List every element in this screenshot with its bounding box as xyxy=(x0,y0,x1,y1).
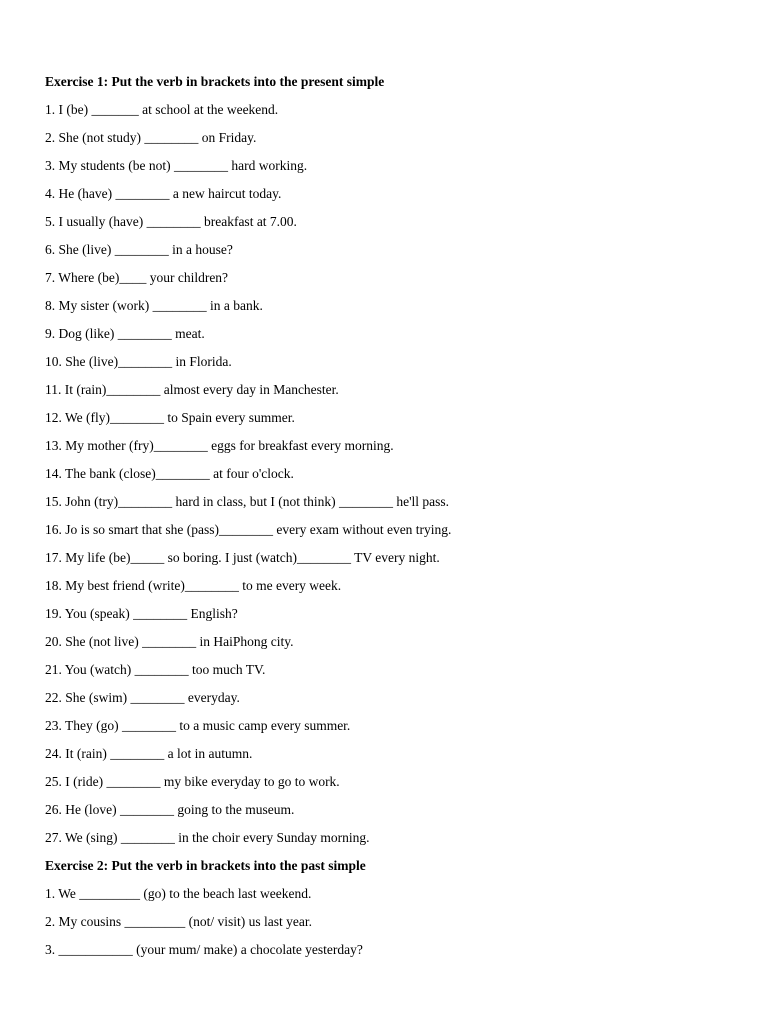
exercise-1-item: 4. He (have) ________ a new haircut today. xyxy=(45,186,282,201)
exercise-1 xyxy=(45,72,745,856)
exercise-2-item: 2. My cousins _________ (not/ visit) us last year. xyxy=(45,914,312,929)
exercise-1-item: 21. You (watch) ________ too much TV. xyxy=(45,662,266,677)
worksheet-page xyxy=(45,72,745,968)
exercise-1-item: 15. John (try)________ hard in class, but I (not think) ________ he'll pass. xyxy=(45,494,450,509)
exercise-1-item: 1. I (be) _______ at school at the weekend. xyxy=(45,102,279,117)
exercise-1-item: 3. My students (be not) ________ hard working. xyxy=(45,158,308,173)
exercise-1-item: 18. My best friend (write)________ to me every week. xyxy=(45,578,342,593)
exercise-2-item: 1. We _________ (go) to the beach last weekend. xyxy=(45,886,312,901)
exercise-1-item: 22. She (swim) ________ everyday. xyxy=(45,690,240,705)
exercise-1-item: 2. She (not study) ________ on Friday. xyxy=(45,130,257,145)
exercise-1-list xyxy=(45,100,745,856)
exercise-1-item: 24. It (rain) ________ a lot in autumn. xyxy=(45,746,253,761)
exercise-1-item: 12. We (fly)________ to Spain every summer. xyxy=(45,410,295,425)
exercise-1-item: 10. She (live)________ in Florida. xyxy=(45,354,232,369)
exercise-1-item: 27. We (sing) ________ in the choir every Sunday morning. xyxy=(45,830,370,845)
exercise-1-item: 19. You (speak) ________ English? xyxy=(45,606,238,621)
exercise-1-item: 7. Where (be)____ your children? xyxy=(45,270,229,285)
exercise-2 xyxy=(45,856,745,968)
exercise-1-heading: Exercise 1: Put the verb in brackets into the present simple xyxy=(45,74,385,89)
exercise-1-item: 9. Dog (like) ________ meat. xyxy=(45,326,205,341)
exercise-1-item: 25. I (ride) ________ my bike everyday to go to work. xyxy=(45,774,340,789)
exercise-1-item: 8. My sister (work) ________ in a bank. xyxy=(45,298,263,313)
exercise-1-item: 5. I usually (have) ________ breakfast at 7.00. xyxy=(45,214,297,229)
exercise-1-item: 13. My mother (fry)________ eggs for breakfast every morning. xyxy=(45,438,394,453)
exercise-1-item: 6. She (live) ________ in a house? xyxy=(45,242,233,257)
exercise-1-item: 11. It (rain)________ almost every day in Manchester. xyxy=(45,382,339,397)
exercise-1-item: 17. My life (be)_____ so boring. I just (watch)________ TV every night. xyxy=(45,550,440,565)
exercise-1-item: 16. Jo is so smart that she (pass)________ every exam without even trying. xyxy=(45,522,452,537)
exercise-1-item: 23. They (go) ________ to a music camp every summer. xyxy=(45,718,351,733)
exercise-2-item: 3. ___________ (your mum/ make) a chocolate yesterday? xyxy=(45,942,363,957)
exercise-1-item: 26. He (love) ________ going to the museum. xyxy=(45,802,295,817)
exercise-2-heading: Exercise 2: Put the verb in brackets into the past simple xyxy=(45,858,366,873)
exercise-1-item: 14. The bank (close)________ at four o'clock. xyxy=(45,466,294,481)
exercise-1-item: 20. She (not live) ________ in HaiPhong city. xyxy=(45,634,294,649)
exercise-2-list xyxy=(45,884,745,968)
